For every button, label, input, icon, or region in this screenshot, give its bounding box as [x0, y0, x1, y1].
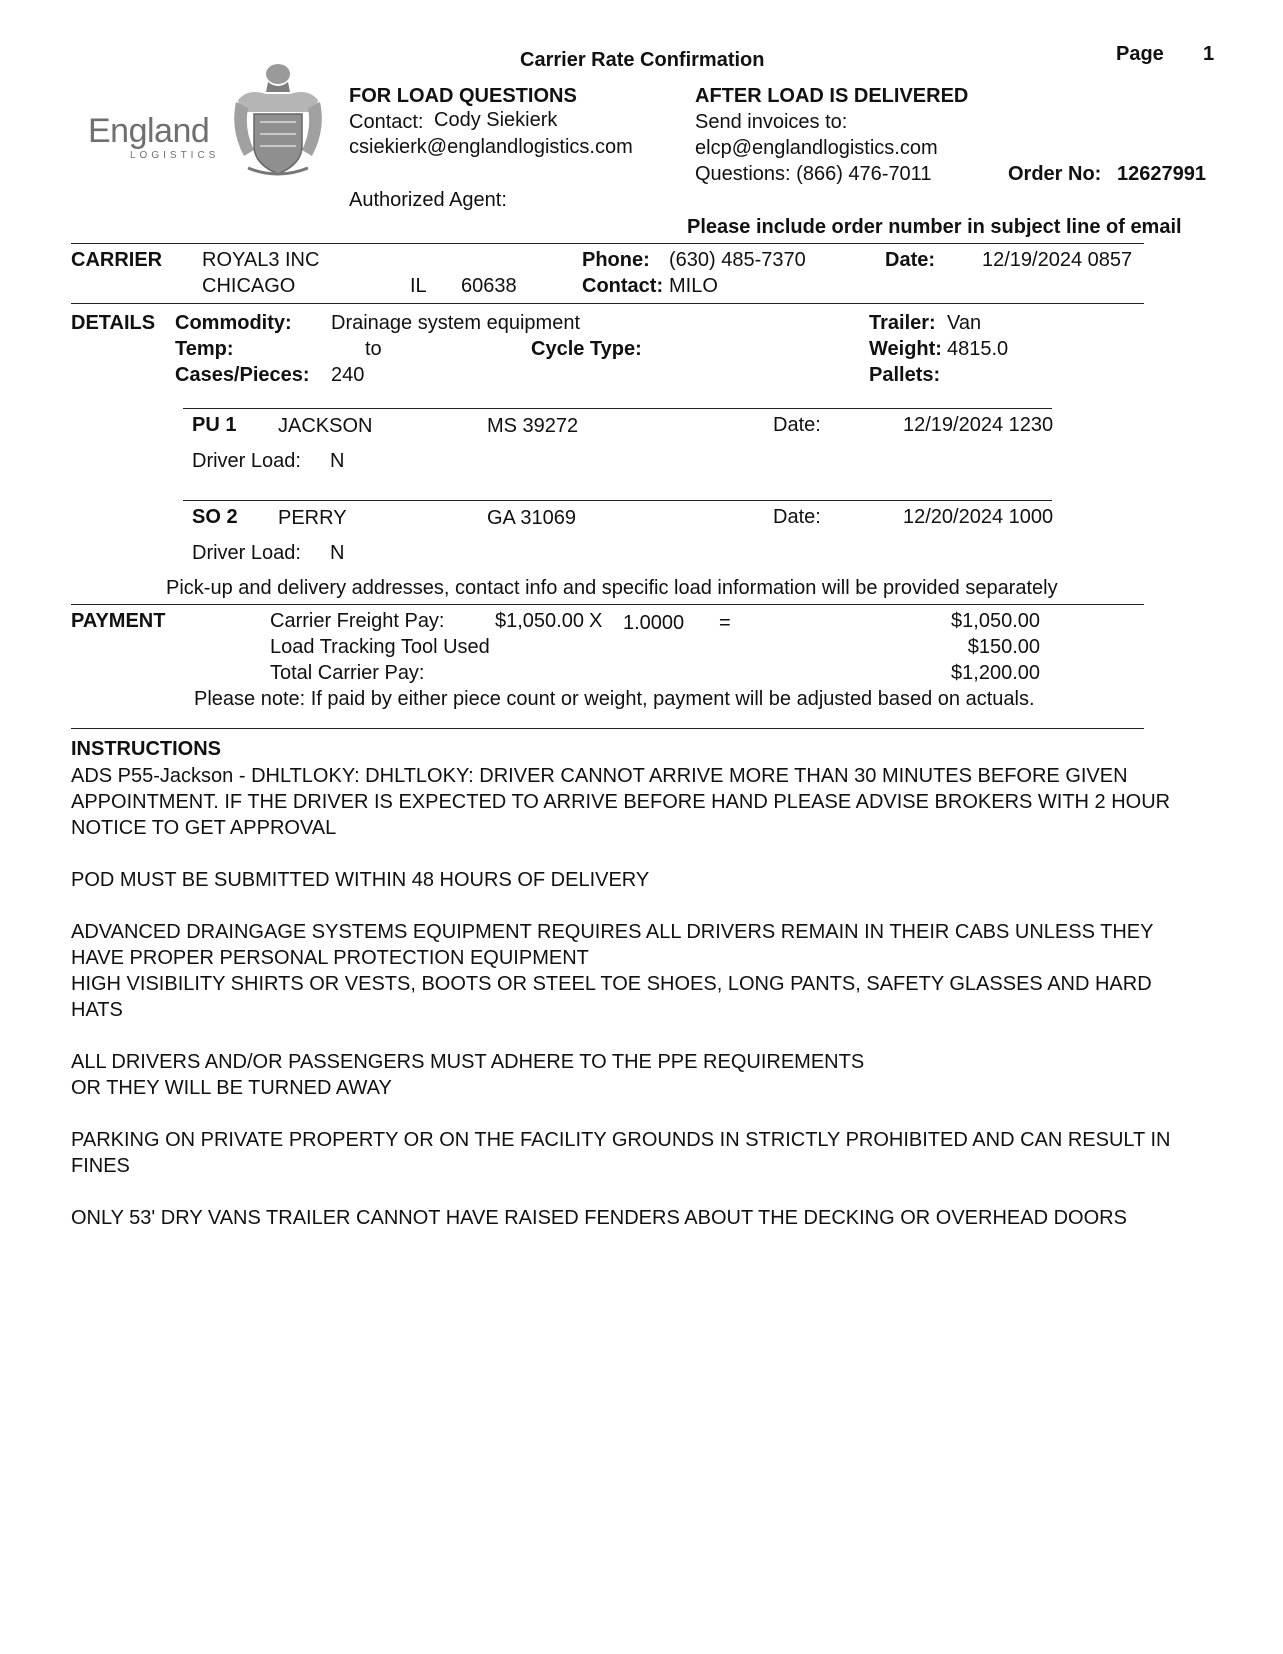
freight-pay-label: Carrier Freight Pay:: [270, 610, 445, 632]
tracking-tool-amount: $150.00: [967, 636, 1040, 658]
stop-code: PU 1: [192, 414, 237, 436]
stop-city: JACKSON: [278, 415, 373, 437]
carrier-state: IL: [410, 275, 427, 297]
instruction-paragraph: HIGH VISIBILITY SHIRTS OR VESTS, BOOTS OR STEEL TOE SHOES, LONG PANTS, SAFETY GLASSES AND HARD HATS: [71, 973, 1152, 1021]
document-title: Carrier Rate Confirmation: [520, 49, 765, 71]
details-label: DETAILS: [71, 312, 156, 334]
order-number: 12627991: [1117, 163, 1206, 185]
instructions-heading: INSTRUCTIONS: [71, 738, 221, 760]
instruction-paragraph: OR THEY WILL BE TURNED AWAY: [71, 1077, 392, 1099]
stop-state-zip: MS 39272: [487, 415, 579, 437]
invoice-email-link[interactable]: elcp@englandlogistics.com: [695, 137, 938, 159]
logo-wordmark: England: [88, 112, 210, 150]
divider: [71, 303, 1144, 304]
contact-label: Contact:: [349, 111, 424, 133]
carrier-date: 12/19/2024 0857: [982, 249, 1133, 271]
carrier-phone-label: Phone:: [582, 249, 650, 271]
instruction-paragraph: PARKING ON PRIVATE PROPERTY OR ON THE FACILITY GROUNDS IN STRICTLY PROHIBITED AND CAN RESULT IN FINES: [71, 1129, 1171, 1177]
carrier-label: CARRIER: [71, 249, 163, 271]
divider: [183, 408, 1052, 409]
times-sign: X: [589, 610, 603, 632]
commodity-value: Drainage system equipment: [331, 312, 581, 334]
driver-load-value: N: [330, 542, 345, 564]
freight-total: $1,050.00: [951, 610, 1040, 632]
contact-name: Cody Siekierk: [434, 109, 558, 131]
company-logo: [88, 60, 328, 185]
cases-value: 240: [331, 364, 365, 386]
pallets-label: Pallets:: [869, 364, 941, 386]
cycle-type-label: Cycle Type:: [531, 338, 642, 360]
carrier-name: ROYAL3 INC: [202, 249, 320, 271]
weight-value: 4815.0: [947, 338, 1009, 360]
divider: [71, 728, 1144, 729]
carrier-contact-label: Contact:: [582, 275, 664, 297]
page-label: Page: [1116, 43, 1164, 65]
freight-quantity: 1.0000: [623, 612, 685, 634]
email-subject-note: Please include order number in subject line of email: [687, 216, 1182, 238]
instruction-paragraph: ALL DRIVERS AND/OR PASSENGERS MUST ADHERE TO THE PPE REQUIREMENTS: [71, 1051, 865, 1073]
weight-label: Weight:: [869, 338, 942, 360]
total-pay-amount: $1,200.00: [951, 662, 1040, 684]
driver-load-value: N: [330, 450, 345, 472]
questions-phone: Questions: (866) 476-7011: [695, 163, 932, 185]
instruction-paragraph: ADS P55-Jackson - DHLTLOKY: DHLTLOKY: DRIVER CANNOT ARRIVE MORE THAN 30 MINUTES BEFORE GIVEN APPOINTMENT. IF THE DRIVER IS EXPECTED TO ARRIVE BEFORE HAND PLEASE ADVISE BROKERS WITH 2 HOUR NOTICE TO GET APPROVAL: [71, 765, 1171, 839]
trailer-value: Van: [947, 312, 982, 334]
temp-to: to: [365, 338, 382, 360]
total-pay-label: Total Carrier Pay:: [270, 662, 425, 684]
driver-load-label: Driver Load:: [192, 542, 301, 564]
commodity-label: Commodity:: [175, 312, 292, 334]
page-number: 1: [1203, 43, 1215, 65]
driver-load-label: Driver Load:: [192, 450, 301, 472]
instructions-body: [71, 763, 1181, 1257]
stop-date-label: Date:: [773, 506, 821, 528]
crest-icon: [228, 60, 328, 180]
carrier-date-label: Date:: [885, 249, 936, 271]
stop-date: 12/20/2024 1000: [903, 506, 1054, 528]
stop-state-zip: GA 31069: [487, 507, 576, 529]
stop-date: 12/19/2024 1230: [903, 414, 1054, 436]
instruction-paragraph: POD MUST BE SUBMITTED WITHIN 48 HOURS OF DELIVERY: [71, 869, 650, 891]
tracking-tool-label: Load Tracking Tool Used: [270, 636, 490, 658]
instruction-paragraph: ADVANCED DRAINGAGE SYSTEMS EQUIPMENT REQUIRES ALL DRIVERS REMAIN IN THEIR CABS UNLESS THEY HAVE PROPER PERSONAL PROTECTION EQUIPMENT: [71, 921, 1154, 969]
carrier-city: CHICAGO: [202, 275, 296, 297]
stop-code: SO 2: [192, 506, 238, 528]
stops-note: Pick-up and delivery addresses, contact info and specific load information will be provided separately: [166, 577, 1058, 599]
divider: [71, 243, 1144, 244]
after-delivery-heading: AFTER LOAD IS DELIVERED: [695, 85, 969, 107]
order-number-label: Order No:: [1008, 163, 1102, 185]
instruction-paragraph: ONLY 53' DRY VANS TRAILER CANNOT HAVE RAISED FENDERS ABOUT THE DECKING OR OVERHEAD DOORS: [71, 1207, 1127, 1229]
carrier-phone: (630) 485-7370: [669, 249, 806, 271]
stop-city: PERRY: [278, 507, 347, 529]
cases-label: Cases/Pieces:: [175, 364, 310, 386]
contact-email-link[interactable]: csiekierk@englandlogistics.com: [349, 136, 633, 158]
trailer-label: Trailer:: [869, 312, 936, 334]
temp-label: Temp:: [175, 338, 234, 360]
carrier-zip: 60638: [461, 275, 517, 297]
carrier-contact: MILO: [669, 275, 718, 297]
logo-subtitle: LOGISTICS: [130, 150, 220, 161]
freight-rate: $1,050.00: [495, 610, 584, 632]
payment-note: Please note: If paid by either piece count or weight, payment will be adjusted based on actuals.: [194, 688, 1035, 710]
equals-sign: =: [719, 612, 731, 634]
divider: [71, 604, 1144, 605]
send-invoices-label: Send invoices to:: [695, 111, 848, 133]
authorized-agent-label: Authorized Agent:: [349, 189, 507, 211]
payment-label: PAYMENT: [71, 610, 166, 632]
load-questions-heading: FOR LOAD QUESTIONS: [349, 85, 577, 107]
stop-date-label: Date:: [773, 414, 821, 436]
divider: [183, 500, 1052, 501]
